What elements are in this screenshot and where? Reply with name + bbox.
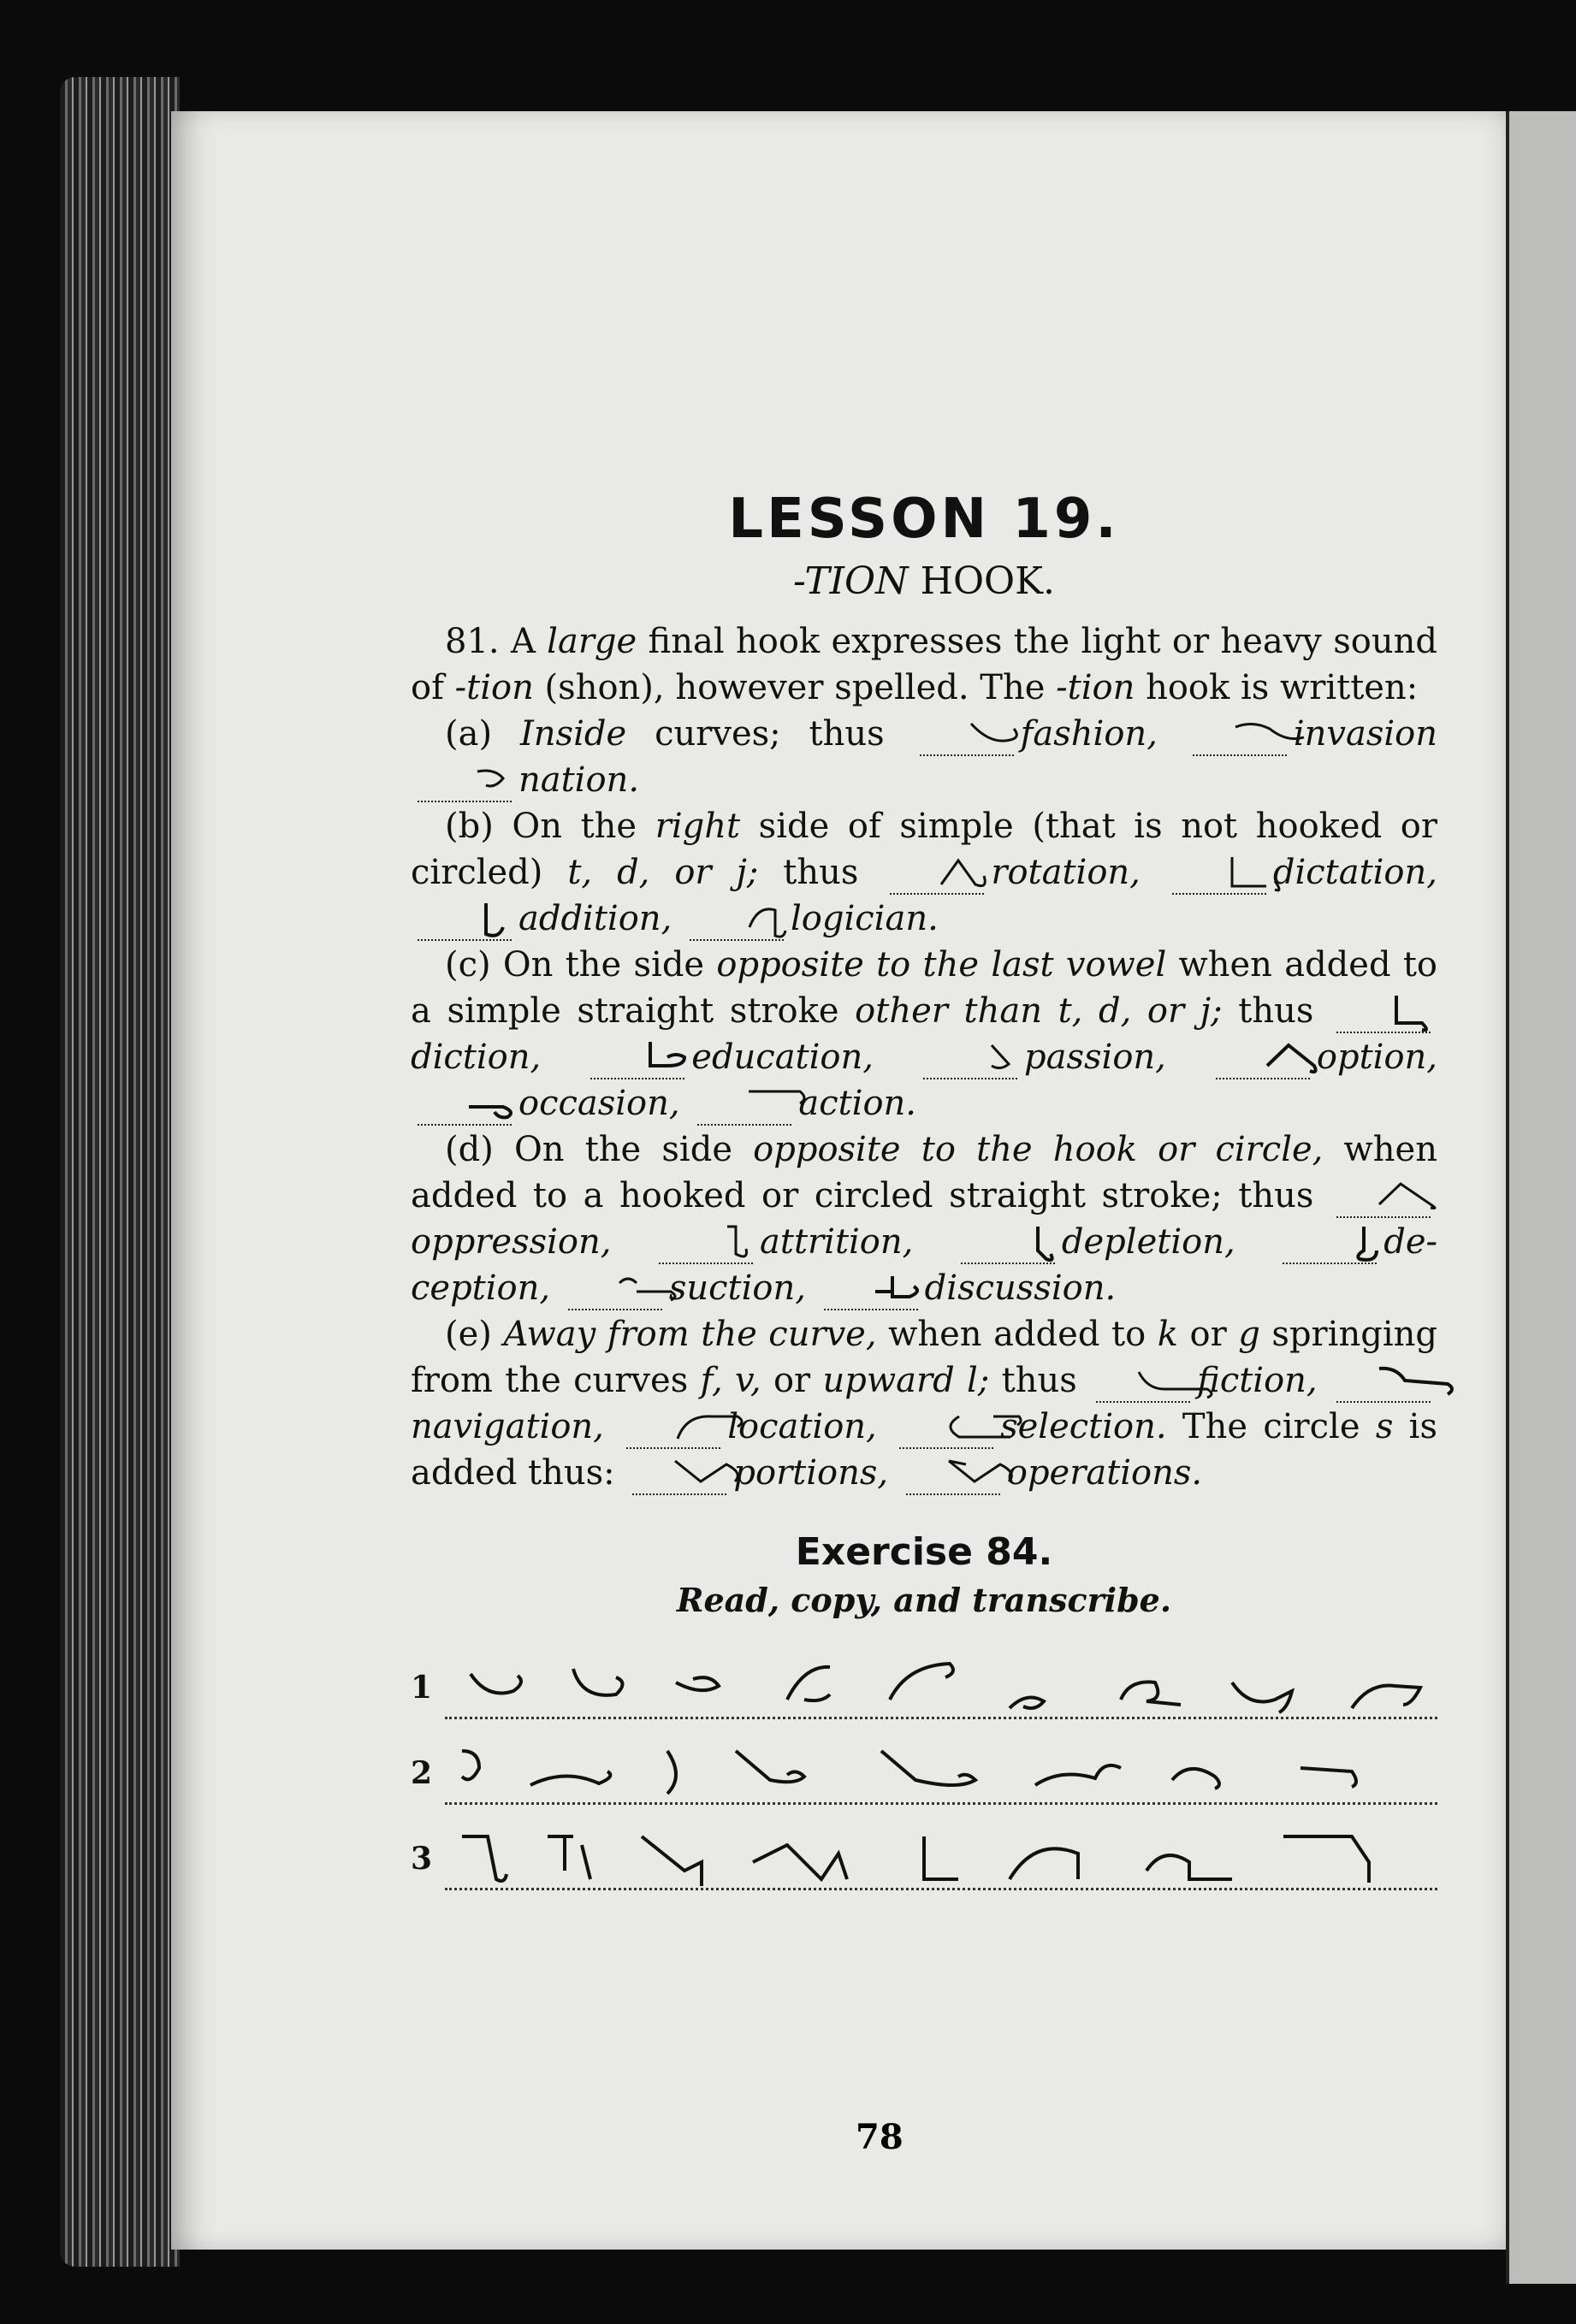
para-text: thus: [989, 1361, 1090, 1400]
shorthand-outline: [1096, 1363, 1190, 1403]
para-italic: large: [547, 622, 637, 661]
example-word: operations.: [1006, 1453, 1203, 1493]
shorthand-line: [445, 1742, 1437, 1805]
para-text: The circle: [1182, 1407, 1376, 1446]
example-word: addition,: [518, 899, 672, 938]
para-text: or: [1177, 1315, 1239, 1354]
para-text: thus: [1222, 991, 1330, 1031]
example-word: selection.: [1000, 1407, 1167, 1446]
page-content: [411, 488, 1437, 1901]
facing-page-edge: [1506, 111, 1576, 2284]
paragraph-c: [411, 942, 1437, 1127]
para-italic: Inside: [519, 714, 627, 754]
shorthand-outline: [632, 1456, 726, 1495]
shorthand-outline: [923, 1040, 1017, 1079]
shorthand-outline: [590, 1040, 684, 1079]
paragraph-81: [411, 618, 1437, 711]
row-number: 1: [411, 1670, 433, 1706]
para-italic: s: [1375, 1407, 1394, 1446]
example-word: education,: [691, 1038, 874, 1077]
row-number: 3: [411, 1841, 433, 1877]
row-number: 2: [411, 1755, 433, 1791]
paragraph-b: [411, 803, 1437, 942]
shorthand-outline: [906, 1456, 1000, 1495]
para-text: final hook expresses the light or heavy sound of: [411, 622, 1437, 707]
lesson-subtitle: [411, 559, 1437, 603]
para-italic: -tion: [454, 668, 534, 707]
paragraph-e: [411, 1311, 1437, 1496]
shorthand-outline: [961, 1225, 1055, 1264]
shorthand-outline: [1172, 855, 1266, 895]
para-italic: g: [1238, 1315, 1260, 1354]
shorthand-outline: [690, 902, 784, 941]
lesson-title: LESSON 19.: [728, 488, 1120, 551]
subtitle-rest: HOOK.: [908, 559, 1055, 603]
para-italic: upward l;: [822, 1361, 990, 1400]
subtitle-italic: -TION: [793, 559, 909, 603]
para-text: when added to a hooked or circled straight stroke; thus: [411, 1130, 1437, 1215]
example-word: depletion,: [1061, 1222, 1235, 1262]
para-text: curves; thus: [626, 714, 913, 754]
shorthand-outline: [1193, 717, 1287, 756]
example-word: invasion: [1293, 714, 1437, 754]
para-text: (e): [445, 1315, 504, 1354]
example-word: occasion,: [518, 1084, 680, 1123]
para-text: or: [761, 1361, 823, 1400]
example-word: nation.: [518, 760, 640, 800]
para-italic: other than t, d, or j;: [855, 991, 1223, 1031]
paragraph-d: [411, 1127, 1437, 1311]
para-text: is added thus:: [411, 1407, 1437, 1493]
example-word: attrition,: [760, 1222, 914, 1262]
example-word: fashion,: [1020, 714, 1158, 754]
para-italic: t, d, or j;: [567, 853, 759, 892]
para-italic: k: [1157, 1315, 1178, 1354]
exercise-row: [411, 1645, 1437, 1730]
exercise-title: Exercise 84.: [795, 1530, 1053, 1574]
example-word: rotation,: [991, 853, 1141, 892]
shorthand-line: [445, 1657, 1437, 1719]
example-word: oppression,: [411, 1222, 612, 1262]
example-word: logician.: [791, 899, 939, 938]
shorthand-line: [445, 1828, 1437, 1890]
para-text: (shon), however spelled. The: [533, 668, 1057, 707]
para-text: (b) On the: [445, 807, 655, 846]
exercise-row: [411, 1816, 1437, 1901]
para-text: thus: [758, 853, 884, 892]
shorthand-outline: [626, 1410, 720, 1449]
para-text: springing from the curves: [411, 1315, 1437, 1400]
para-italic: right: [655, 807, 741, 846]
page-number: 78: [856, 2117, 904, 2157]
example-word: passion,: [1024, 1038, 1166, 1077]
example-word: location,: [727, 1407, 877, 1446]
para-italic: Away from the curve,: [503, 1315, 877, 1354]
para-text: (c) On the side: [445, 945, 717, 985]
para-italic: opposite to the last vowel: [716, 945, 1167, 985]
example-word: portions,: [733, 1453, 889, 1493]
para-text: (d) On the side: [445, 1130, 754, 1169]
example-word: discussion.: [924, 1268, 1117, 1308]
shorthand-outline: [1336, 1363, 1431, 1403]
para-italic: opposite to the hook or circle,: [753, 1130, 1324, 1169]
para-text: when added to: [876, 1315, 1158, 1354]
example-word: suction,: [668, 1268, 806, 1308]
para-italic: f, v,: [700, 1361, 761, 1400]
example-word: option,: [1316, 1038, 1438, 1077]
book-spine: [60, 77, 180, 2267]
para-text: hook is written:: [1135, 668, 1419, 707]
para-text: side of simple (that is not hooked or circled): [411, 807, 1437, 892]
shorthand-outline: [418, 763, 512, 802]
paragraph-a: [411, 711, 1437, 803]
shorthand-outline: [1216, 1040, 1310, 1079]
shorthand-outline: [1283, 1225, 1377, 1264]
shorthand-outline: [1336, 1179, 1431, 1218]
shorthand-outline: [1336, 994, 1431, 1033]
para-text: when added to a simple straight stroke: [411, 945, 1437, 1031]
shorthand-outline: [824, 1271, 918, 1310]
shorthand-outline: [890, 855, 984, 895]
example-word: dictation,: [1272, 853, 1437, 892]
shorthand-outline: [899, 1410, 993, 1449]
shorthand-outline: [659, 1225, 753, 1264]
example-word: diction,: [411, 1038, 542, 1077]
para-text: 81. A: [445, 622, 548, 661]
exercise-instructions: Read, copy, and transcribe.: [676, 1581, 1172, 1619]
shorthand-outline: [418, 1086, 512, 1126]
example-word: action.: [798, 1084, 917, 1123]
example-word: fiction,: [1197, 1361, 1318, 1400]
para-italic: -tion: [1056, 668, 1135, 707]
para-text: (a): [445, 714, 520, 754]
shorthand-outline: [697, 1086, 791, 1126]
shorthand-outline: [418, 902, 512, 941]
example-word: de-ception,: [411, 1222, 1438, 1308]
example-word: navigation,: [411, 1407, 604, 1446]
exercise-row: [411, 1730, 1437, 1816]
shorthand-outline: [568, 1271, 662, 1310]
shorthand-outline: [920, 717, 1014, 756]
